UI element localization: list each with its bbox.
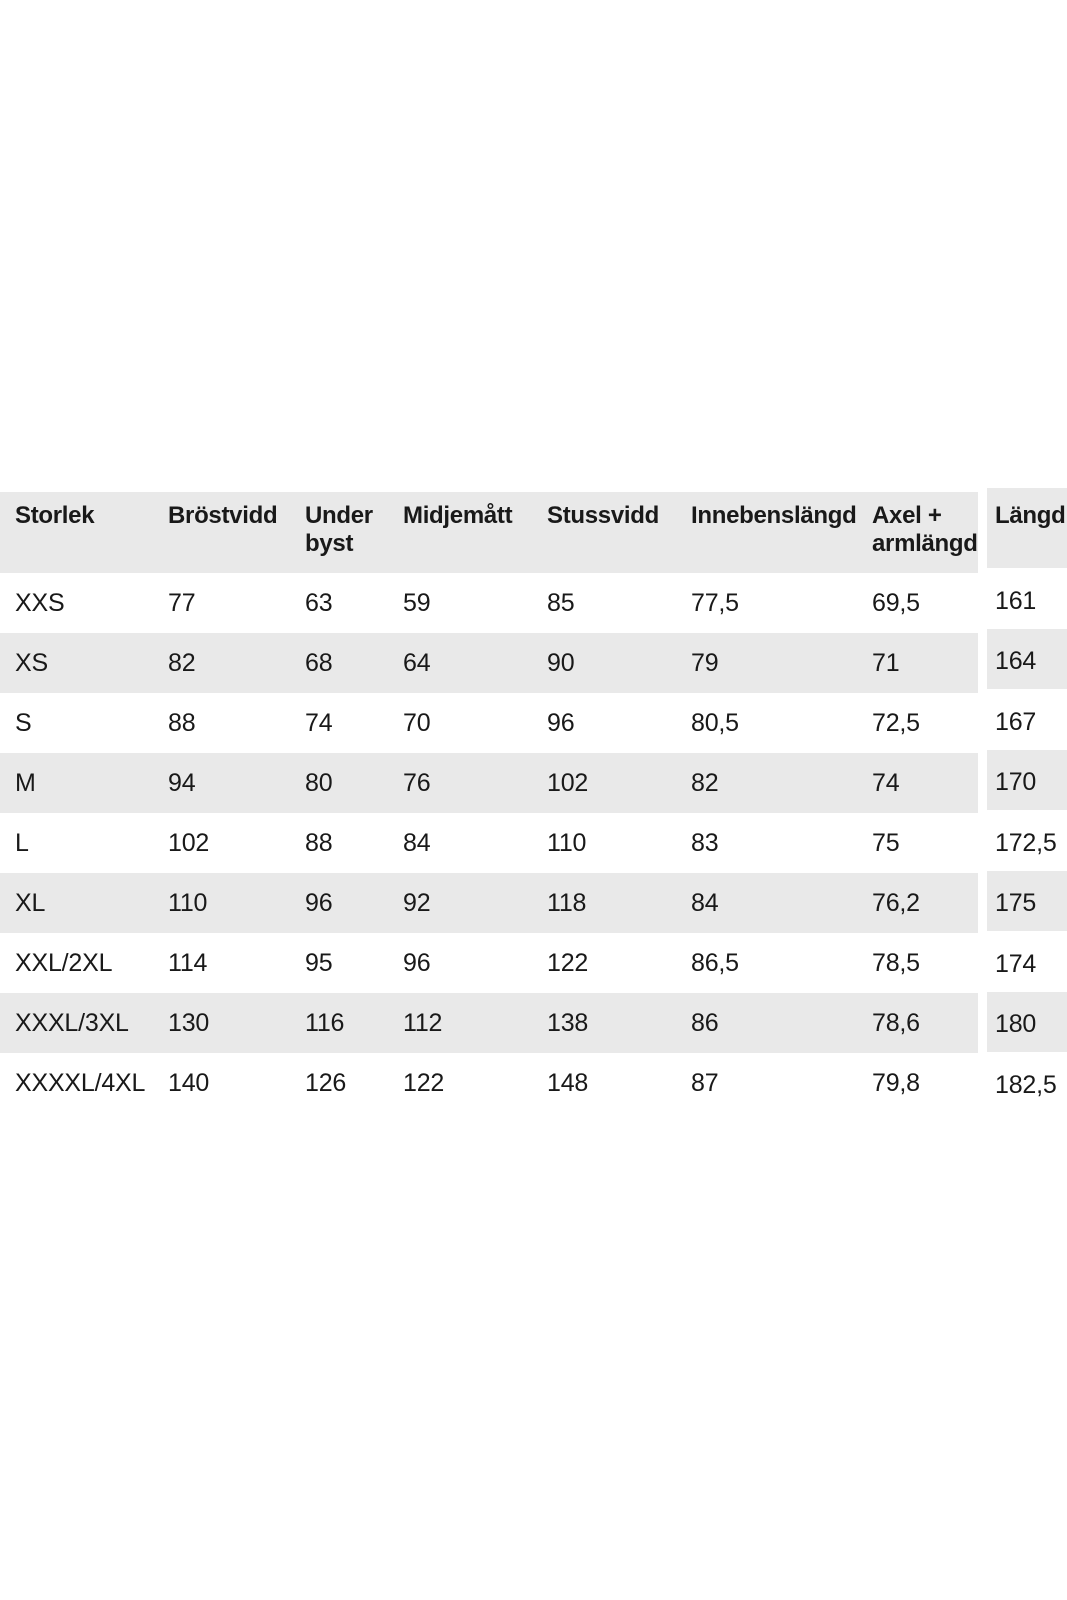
inseam-cell: 87 [691,1068,719,1097]
waist-cell: 96 [403,948,431,977]
waist-cell: 112 [403,1008,443,1037]
size-row [0,573,978,633]
size-label-cell: M [15,768,36,797]
size-row [0,933,978,993]
inseam-cell: 86,5 [691,948,739,977]
hip-cell: 96 [547,708,575,737]
waist-cell: 70 [403,708,431,737]
underbust-cell: 74 [305,708,333,737]
waist-cell: 92 [403,888,431,917]
underbust-cell: 116 [305,1008,345,1037]
underbust-cell: 96 [305,888,333,917]
hip-cell: 148 [547,1068,589,1097]
length-cell: 172,5 [995,828,1057,857]
length-cell: 175 [995,889,1037,918]
main-rows [0,573,978,1113]
shoulder-arm-cell: 72,5 [872,708,920,737]
chest-cell: 102 [168,828,210,857]
shoulder-arm-cell: 74 [872,768,900,797]
inseam-cell: 86 [691,1008,719,1037]
size-row [0,993,978,1053]
underbust-cell: 63 [305,588,333,617]
length-column-header-label: Längd [995,502,1066,529]
hip-cell: 90 [547,648,575,677]
length-cell: 182,5 [995,1070,1057,1099]
length-row [987,629,1067,690]
underbust-cell: 95 [305,948,333,977]
table-header-row [0,492,978,573]
waist-cell: 122 [403,1068,445,1097]
chest-cell: 110 [168,888,208,917]
column-header-midjematt: Midjemått [403,502,513,529]
length-cell: 170 [995,768,1037,797]
underbust-cell: 68 [305,648,333,677]
length-column [987,488,1067,1113]
column-header-under-byst: Under byst [305,502,373,557]
length-row [987,810,1067,871]
waist-cell: 84 [403,828,431,857]
shoulder-arm-cell: 78,6 [872,1008,920,1037]
chest-cell: 77 [168,588,196,617]
inseam-cell: 83 [691,828,719,857]
size-label-cell: L [15,828,29,857]
column-header-storlek: Storlek [15,502,95,529]
column-header-brostvidd: Bröstvidd [168,502,278,529]
shoulder-arm-cell: 76,2 [872,888,920,917]
shoulder-arm-cell: 71 [872,648,900,677]
chest-cell: 94 [168,768,196,797]
inseam-cell: 79 [691,648,719,677]
length-row [987,992,1067,1053]
hip-cell: 85 [547,588,575,617]
waist-cell: 64 [403,648,431,677]
length-row [987,871,1067,932]
chest-cell: 82 [168,648,196,677]
hip-cell: 118 [547,888,587,917]
column-header-innebenslangd: Innebenslängd [691,502,857,529]
hip-cell: 122 [547,948,589,977]
shoulder-arm-cell: 69,5 [872,588,920,617]
length-cell: 180 [995,1010,1037,1039]
underbust-cell: 80 [305,768,333,797]
size-label-cell: XS [15,648,48,677]
hip-cell: 102 [547,768,589,797]
size-label-cell: XXS [15,588,65,617]
hip-cell: 138 [547,1008,589,1037]
underbust-cell: 126 [305,1068,347,1097]
shoulder-arm-cell: 79,8 [872,1068,920,1097]
chest-cell: 130 [168,1008,210,1037]
length-row [987,568,1067,629]
size-row [0,1053,978,1113]
hip-cell: 110 [547,828,587,857]
length-cell: 164 [995,647,1037,676]
length-cell: 167 [995,707,1037,736]
shoulder-arm-cell: 75 [872,828,900,857]
length-row [987,689,1067,750]
chest-cell: 140 [168,1068,210,1097]
shoulder-arm-cell: 78,5 [872,948,920,977]
column-header-stussvidd: Stussvidd [547,502,659,529]
size-label-cell: S [15,708,32,737]
length-row [987,931,1067,992]
waist-cell: 76 [403,768,431,797]
column-header-axel-armlangd: Axel + armlängd [872,502,978,557]
size-label-cell: XXL/2XL [15,948,113,977]
size-label-cell: XXXXL/4XL [15,1068,146,1097]
size-row [0,873,978,933]
length-cell: 174 [995,949,1037,978]
underbust-cell: 88 [305,828,333,857]
waist-cell: 59 [403,588,431,617]
inseam-cell: 82 [691,768,719,797]
inseam-cell: 84 [691,888,719,917]
size-label-cell: XL [15,888,46,917]
chest-cell: 114 [168,948,208,977]
size-label-cell: XXXL/3XL [15,1008,129,1037]
inseam-cell: 77,5 [691,588,739,617]
chest-cell: 88 [168,708,196,737]
size-row [0,633,978,693]
length-row [987,750,1067,811]
size-row [0,813,978,873]
size-chart-table [0,492,978,1113]
size-row [0,693,978,753]
size-row [0,753,978,813]
column-header-langd [987,488,1067,568]
length-row [987,1052,1067,1113]
inseam-cell: 80,5 [691,708,739,737]
length-rows [987,568,1067,1113]
length-cell: 161 [995,586,1037,615]
